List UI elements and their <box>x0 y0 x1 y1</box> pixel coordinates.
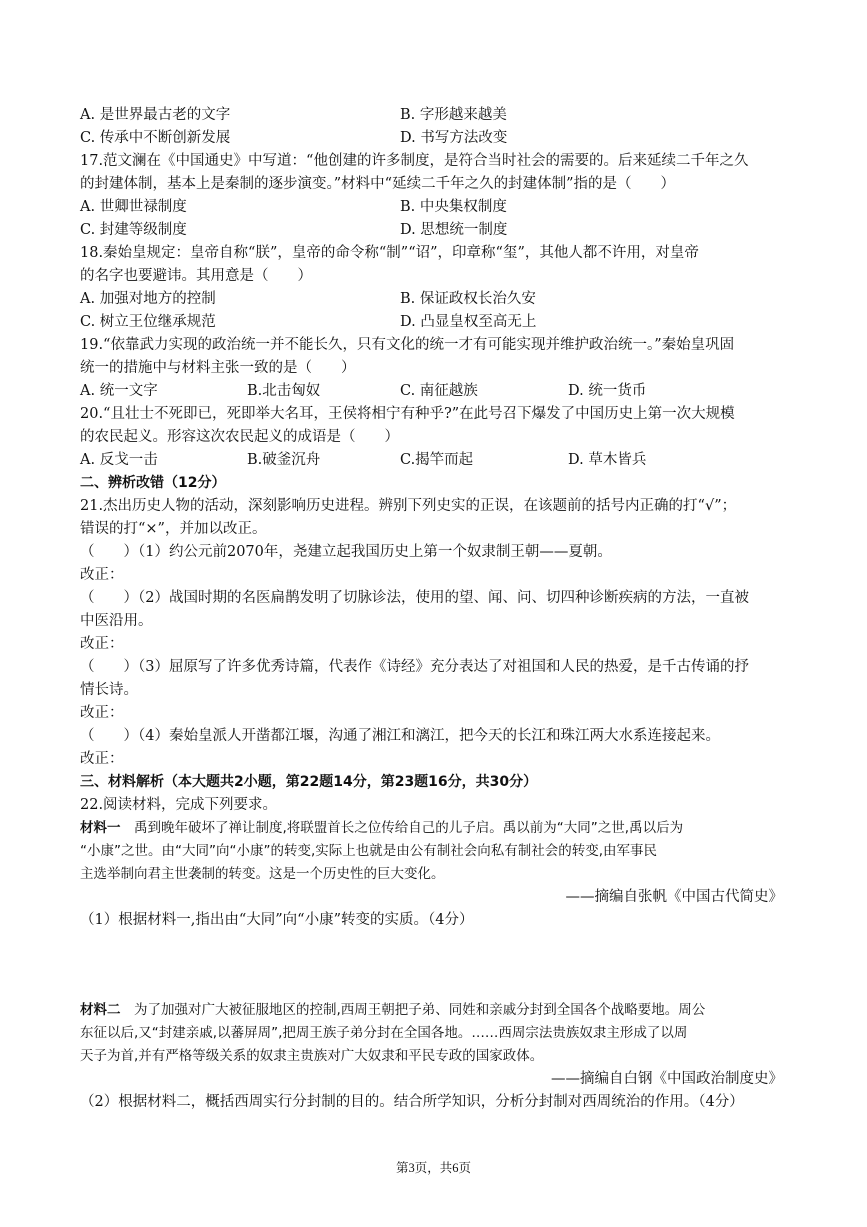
material1-line3: 主选举制向君主世袭制的转变。这是一个历史性的巨大变化。 <box>80 866 445 882</box>
material2-text-line1: 为了加强对广大被征服地区的控制,西周王朝把子弟、同姓和亲戚分封到全国各个战略要地。周公 <box>120 1002 706 1018</box>
q20-option-a: A. 反戈一击 <box>80 452 158 468</box>
material1-label: 材料一 <box>80 820 121 836</box>
q21-item3-correction: 改正： <box>80 705 124 721</box>
q22-part2: （2）根据材料二，概括西周实行分封制的目的。结合所学知识，分析分封制对西周统治的作用。（4分） <box>80 1094 744 1110</box>
q18-option-b: B. 保证政权长治久安 <box>400 291 536 307</box>
q19-stem-line2: 统一的措施中与材料主张一致的是（ ） <box>80 360 356 376</box>
material1-line2: “小康”之世。由“大同”向“小康”的转变,实际上也就是由公有制社会向私有制社会的转变,由军事民 <box>80 843 658 859</box>
q21-item3-line2: 情长诗。 <box>80 682 138 698</box>
q20-option-b: B.破釜沉舟 <box>247 452 321 468</box>
material2-line3: 天子为首,并有严格等级关系的奴隶主贵族对广大奴隶和平民专政的国家政体。 <box>80 1048 544 1064</box>
q16-option-c: C. 传承中不断创新发展 <box>80 130 231 146</box>
material1-line1 <box>80 817 792 839</box>
q21-item1-correction: 改正： <box>80 567 124 583</box>
material1-text-line1: 禹到晚年破坏了禅让制度,将联盟首长之位传给自己的儿子启。禹以前为“大同”之世,禹以后为 <box>120 820 684 836</box>
q21-item4-correction: 改正： <box>80 751 124 767</box>
q17-option-a: A. 世卿世禄制度 <box>80 199 187 215</box>
section3-title: 三、材料解析（本大题共2小题，第22题14分，第23题16分，共30分） <box>80 774 538 790</box>
q19-stem-line1: 19.“依靠武力实现的政治统一并不能长久，只有文化的统一才有可能实现并维护政治统一。”秦始皇巩固 <box>80 337 735 353</box>
q22-part1: （1）根据材料一,指出由“大同”向“小康”转变的实质。（4分） <box>80 912 474 928</box>
q18-option-d: D. 凸显皇权至高无上 <box>400 314 537 330</box>
q21-item2-correction: 改正： <box>80 636 124 652</box>
q17-stem-line2: 的封建体制，基本上是秦制的逐步演变。”材料中“延续二千年之久的封建体制”指的是（ ） <box>80 176 675 192</box>
q22-intro: 22.阅读材料，完成下列要求。 <box>80 797 278 813</box>
q16-option-d: D. 书写方法改变 <box>400 130 508 146</box>
q17-option-d: D. 思想统一制度 <box>400 222 508 238</box>
section2-title: 二、辨析改错（12分） <box>80 475 226 491</box>
q18-option-a: A. 加强对地方的控制 <box>80 291 216 307</box>
q16-option-a: A. 是世界最古老的文字 <box>80 107 231 123</box>
q20-option-c: C.揭竿而起 <box>400 452 474 468</box>
material1-source: ——摘编自张帆《中国古代简史》 <box>565 889 783 905</box>
q21-stem-line1: 21.杰出历史人物的活动，深刻影响历史进程。辨别下列史实的正误，在该题前的括号内正确的打“√”； <box>80 498 737 514</box>
q21-stem-line2: 错误的打“×”，并加以改正。 <box>80 521 267 537</box>
q19-option-c: C. 南征越族 <box>400 383 478 399</box>
q21-item2-line2: 中医沿用。 <box>80 613 153 629</box>
q21-item1: （ ）（1）约公元前2070年，尧建立起我国历史上第一个奴隶制王朝——夏朝。 <box>80 544 612 560</box>
material2-label: 材料二 <box>80 1002 121 1018</box>
q17-option-b: B. 中央集权制度 <box>400 199 507 215</box>
q17-option-c: C. 封建等级制度 <box>80 222 187 238</box>
page-footer: 第3页，共6页 <box>395 1161 471 1175</box>
q17-stem-line1: 17.范文澜在《中国通史》中写道：“他创建的许多制度，是符合当时社会的需要的。后来延续二千年之久 <box>80 153 749 169</box>
q16-option-b: B. 字形越来越美 <box>400 107 507 123</box>
q20-stem-line1: 20.“且壮士不死即已，死即举大名耳，王侯将相宁有种乎?”在此号召下爆发了中国历史上第一次大规模 <box>80 406 735 422</box>
q21-item3-line1: （ ）（3）屈原写了许多优秀诗篇，代表作《诗经》充分表达了对祖国和人民的热爱，是千古传诵的抒 <box>80 659 749 675</box>
q20-option-d: D. 草木皆兵 <box>568 452 647 468</box>
q21-item4: （ ）（4）秦始皇派人开凿都江堰，沟通了湘江和漓江，把今天的长江和珠江两大水系连接起来。 <box>80 728 720 744</box>
q21-item2-line1: （ ）（2）战国时期的名医扁鹊发明了切脉诊法，使用的望、闻、问、切四种诊断疾病的方法，一直被 <box>80 590 749 606</box>
q18-stem-line1: 18.秦始皇规定：皇帝自称“朕”，皇帝的命令称“制”“诏”，印章称“玺”，其他人都不许用，对皇帝 <box>80 245 699 261</box>
material2-line2: 东征以后,又“封建亲戚,以蕃屏周”,把周王族子弟分封在全国各地。……西周宗法贵族奴隶主形成了以周 <box>80 1025 688 1041</box>
material2-line1 <box>80 999 792 1021</box>
q20-stem-line2: 的农民起义。形容这次农民起义的成语是（ ） <box>80 429 399 445</box>
material2-source: ——摘编自白钢《中国政治制度史》 <box>551 1071 783 1087</box>
q18-option-c: C. 树立王位继承规范 <box>80 314 216 330</box>
q19-option-a: A. 统一文字 <box>80 383 158 399</box>
q19-option-b: B.北击匈奴 <box>247 383 321 399</box>
q19-option-d: D. 统一货币 <box>568 383 647 399</box>
q18-stem-line2: 的名字也要避讳。其用意是（ ） <box>80 268 312 284</box>
